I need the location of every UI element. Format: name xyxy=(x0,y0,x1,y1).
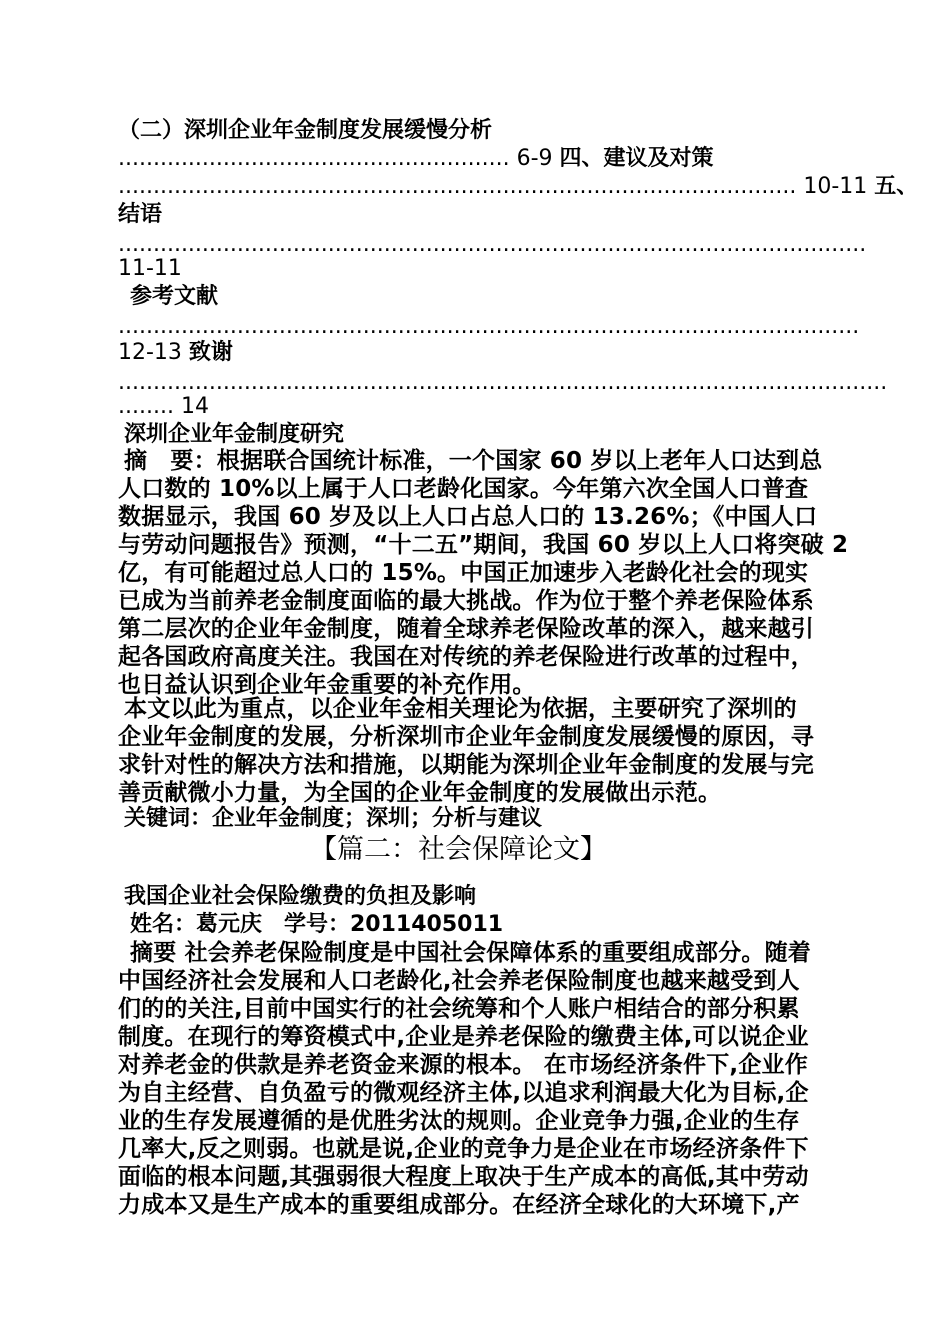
toc-entry-text: 致谢 xyxy=(188,340,233,365)
abstract-line: 们的的关注,目前中国实行的社会统筹和个人账户相结合的部分积累 xyxy=(118,996,800,1022)
abstract-line: 几率大,反之则弱。也就是说,企业的竞争力是企业在市场经济条件下 xyxy=(118,1136,809,1162)
abstract-line: 已成为当前养老金制度面临的最大挑战。作为位于整个养老保险体系 xyxy=(118,588,814,614)
toc-dots: ........ xyxy=(118,394,174,419)
toc-dots: ........................................................ xyxy=(118,146,510,171)
abstract-line: 摘要 社会养老保险制度是中国社会保障体系的重要组成部分。随着 xyxy=(130,940,812,966)
toc-page-number: 11-11 xyxy=(118,256,182,281)
toc-page-number: 10-11 xyxy=(796,174,875,199)
abstract-line: 业的生存发展遵循的是优胜劣汰的规则。企业竞争力强,企业的生存 xyxy=(118,1108,800,1134)
abstract-line: 起各国政府高度关注。我国在对传统的养老保险进行改革的过程中， xyxy=(118,644,814,670)
abstract-line: 中国经济社会发展和人口老龄化,社会养老保险制度也越来越受到人 xyxy=(118,968,800,994)
abstract-line: 面临的根本问题,其强弱很大程度上取决于生产成本的高低,其中劳动 xyxy=(118,1164,809,1190)
body-line: 善贡献微小力量，为全国的企业年金制度的发展做出示范。 xyxy=(118,780,722,806)
abstract-line: 数据显示，我国 60 岁及以上人口占总人口的 13.26%；《中国人口 xyxy=(118,504,818,530)
article-title: 深圳企业年金制度研究 xyxy=(124,422,345,447)
toc-line-section-5 xyxy=(118,174,918,200)
toc-page-number: 12-13 xyxy=(118,340,189,365)
toc-line-conclusion: 结语 xyxy=(118,202,163,227)
abstract-line: 制度。在现行的筹资模式中,企业是养老保险的缴费主体,可以说企业 xyxy=(118,1024,809,1050)
toc-dots-line: .......................................................................................................... xyxy=(118,314,860,339)
toc-entry-text: 四、建议及对策 xyxy=(559,146,714,171)
abstract-line: 摘 要：根据联合国统计标准，一个国家 60 岁以上老年人口达到总 xyxy=(124,448,823,474)
abstract-line: 与劳动问题报告》预测，“十二五”期间，我国 60 岁以上人口将突破 2 xyxy=(118,532,849,558)
toc-entry-text: 五、 xyxy=(874,174,919,199)
body-line: 本文以此为重点，以企业年金相关理论为依据，主要研究了深圳的 xyxy=(124,696,797,722)
toc-dots-line: ........................................................................................................... xyxy=(118,232,867,257)
section-heading: 【篇二：社会保障论文】 xyxy=(310,834,607,865)
article-title: 我国企业社会保险缴费的负担及影响 xyxy=(124,884,477,909)
abstract-line: 力成本又是生产成本的重要组成部分。在经济全球化的大环境下,产 xyxy=(118,1192,800,1218)
toc-dots-line: .............................................................................................................. xyxy=(118,370,888,395)
abstract-line: 也日益认识到企业年金重要的补充作用。 xyxy=(118,672,536,698)
toc-line-acknowledgement xyxy=(118,340,233,366)
abstract-line: 第二层次的企业年金制度，随着全球养老保险改革的深入，越来越引 xyxy=(118,616,814,642)
toc-page-number: 6-9 xyxy=(509,146,560,171)
author-line: 姓名：葛元庆 学号：2011405011 xyxy=(130,912,504,937)
toc-line-section-4 xyxy=(118,146,714,172)
toc-line-references: 参考文献 xyxy=(130,284,219,309)
toc-line-section-2-2: （二）深圳企业年金制度发展缓慢分析 xyxy=(118,118,493,143)
keywords: 关键词：企业年金制度；深圳；分析与建议 xyxy=(124,806,543,831)
abstract-line: 亿，有可能超过总人口的 15%。中国正加速步入老龄化社会的现实 xyxy=(118,560,809,586)
abstract-line: 人口数的 10%以上属于人口老龄化国家。今年第六次全国人口普查 xyxy=(118,476,809,502)
abstract-line: 为自主经营、自负盈亏的微观经济主体,以追求利润最大化为目标,企 xyxy=(118,1080,809,1106)
body-line: 企业年金制度的发展，分析深圳市企业年金制度发展缓慢的原因，寻 xyxy=(118,724,814,750)
abstract-line: 对养老金的供款是养老资金来源的根本。 在市场经济条件下,企业作 xyxy=(118,1052,808,1078)
toc-line-last xyxy=(118,394,209,420)
toc-page-number: 14 xyxy=(173,394,209,419)
toc-dots: ................................................................................................. xyxy=(118,174,797,199)
body-line: 求针对性的解决方法和措施，以期能为深圳企业年金制度的发展与完 xyxy=(118,752,814,778)
